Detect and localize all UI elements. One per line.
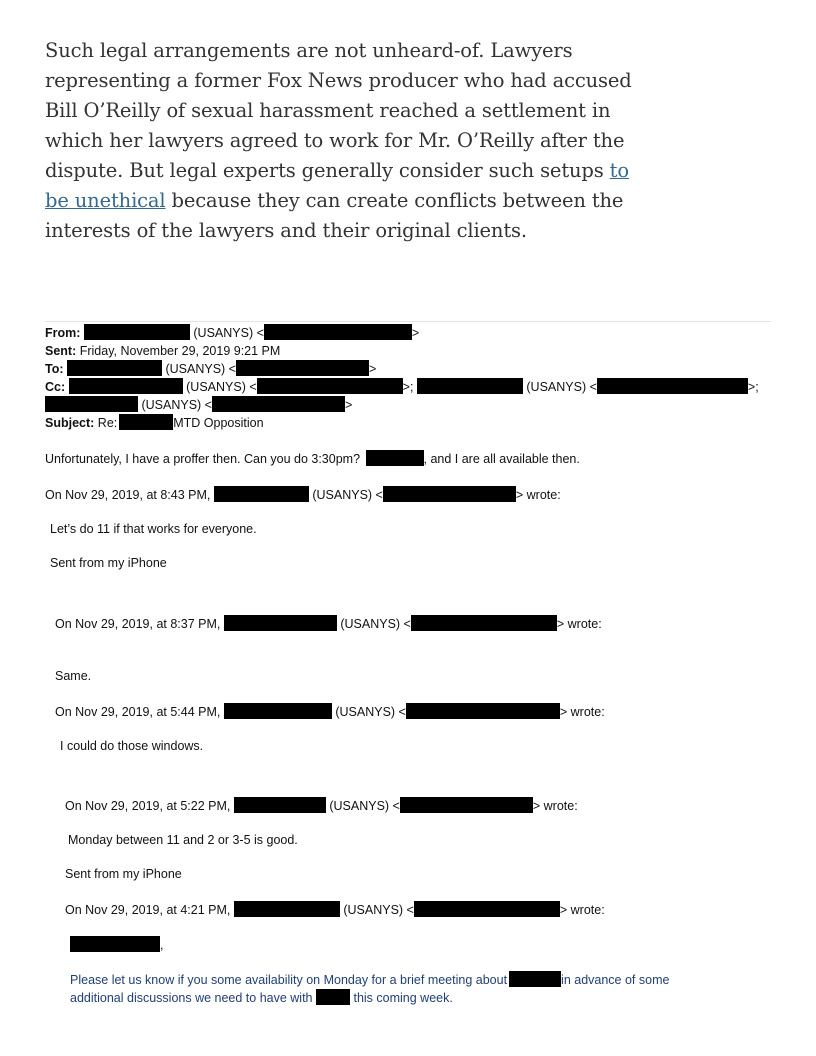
redaction	[366, 450, 424, 466]
cc-line-continued: (USANYS) < >	[45, 396, 352, 414]
redaction	[383, 486, 516, 502]
subject-value: MTD Opposition	[173, 416, 264, 430]
redaction	[411, 615, 557, 631]
redaction	[234, 901, 340, 917]
article-paragraph	[45, 36, 655, 246]
redaction	[417, 378, 523, 394]
redaction	[316, 989, 350, 1005]
quote2-header: On Nov 29, 2019, at 8:37 PM, (USANYS) < > wrote:	[55, 617, 602, 631]
to-line: To: (USANYS) < >	[45, 362, 377, 376]
redaction	[70, 936, 160, 952]
redaction	[236, 360, 369, 376]
quote4-header: On Nov 29, 2019, at 5:22 PM, (USANYS) < > wrote:	[65, 799, 578, 813]
quote4-signature: Sent from my iPhone	[65, 867, 182, 881]
subject-line: Subject: Re: MTD Opposition	[45, 416, 264, 430]
redaction	[257, 378, 403, 394]
article-text-before: Such legal arrangements are not unheard-of. Lawyers representing a former Fox News producer who had accused Bill O’Reilly of sexual harassment reached a settlement in which her lawyers agreed to work for Mr. O’Reilly after the dispute. But legal experts generally consider such setups	[45, 39, 632, 182]
redaction	[414, 901, 560, 917]
redaction	[406, 703, 560, 719]
subject-label: Subject:	[45, 416, 95, 430]
redaction	[224, 703, 332, 719]
redaction	[224, 615, 337, 631]
redaction	[509, 971, 561, 987]
sent-label: Sent:	[45, 344, 77, 358]
reply-body: Unfortunately, I have a proffer then. Can you do 3:30pm? , and I are all available then.	[45, 452, 580, 466]
from-line: From: (USANYS) < >	[45, 326, 420, 340]
redaction	[234, 797, 326, 813]
redaction	[597, 378, 748, 394]
redaction	[69, 378, 183, 394]
quote1-body: Let’s do 11 if that works for everyone.	[50, 522, 257, 536]
quote5-header: On Nov 29, 2019, at 4:21 PM, (USANYS) < > wrote:	[65, 903, 605, 917]
from-label: From:	[45, 326, 81, 340]
section-divider	[45, 321, 771, 322]
sent-value: Friday, November 29, 2019 9:21 PM	[79, 344, 281, 358]
redaction	[400, 797, 533, 813]
quote5-body-line1: Please let us know if you some availability on Monday for a brief meeting about in advance of some	[70, 973, 670, 987]
redaction	[214, 486, 309, 502]
quote3-header: On Nov 29, 2019, at 5:44 PM, (USANYS) < > wrote:	[55, 705, 605, 719]
to-label: To:	[45, 362, 64, 376]
article-text-after: because they can create conflicts between the interests of the lawyers and their original clients.	[45, 189, 624, 242]
quote5-body-line2: additional discussions we need to have with this coming week.	[70, 991, 453, 1005]
quote5-greeting: ,	[70, 936, 163, 954]
quote2-body: Same.	[55, 669, 92, 683]
redaction	[119, 414, 173, 430]
redaction	[264, 324, 412, 340]
quote4-body: Monday between 11 and 2 or 3-5 is good.	[68, 833, 298, 847]
unethical-link[interactable]: to be unethical	[45, 159, 629, 212]
redaction	[45, 396, 138, 412]
redaction	[67, 360, 162, 376]
redaction	[212, 396, 345, 412]
cc-label: Cc:	[45, 380, 66, 394]
quote1-header: On Nov 29, 2019, at 8:43 PM, (USANYS) < > wrote:	[45, 488, 561, 502]
org-tag: (USANYS) <	[193, 326, 264, 340]
quote3-body: I could do those windows.	[60, 739, 204, 753]
redaction	[84, 324, 190, 340]
quote1-signature: Sent from my iPhone	[50, 556, 167, 570]
cc-line: Cc: (USANYS) < >; (USANYS) < >;	[45, 380, 759, 394]
sent-line	[45, 342, 280, 360]
